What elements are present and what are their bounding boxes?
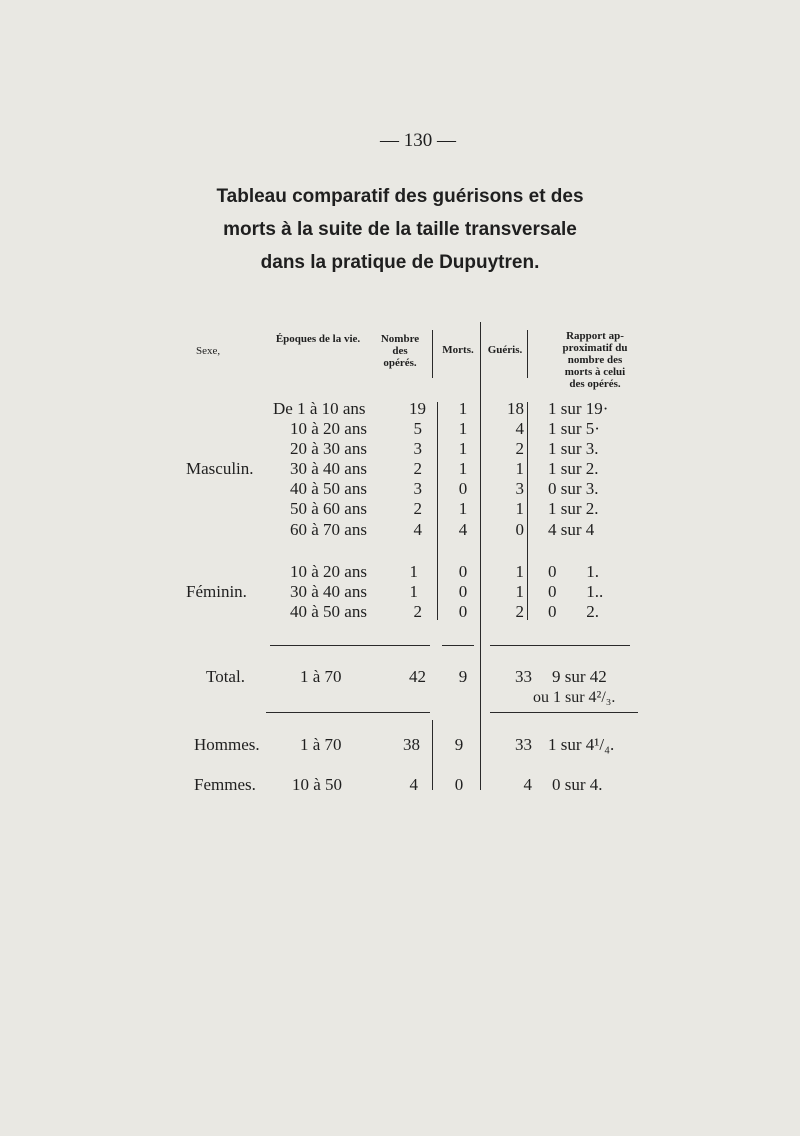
page-number: — 130 — [380, 130, 456, 151]
rule-v-5 [527, 402, 528, 620]
rule-v-6 [432, 720, 433, 790]
operes-cell: 2 [413, 459, 422, 478]
rapport-cell: 0 1.. [548, 582, 604, 601]
gueris-cell: 3 [515, 479, 524, 498]
femmes-label: Femmes. [194, 775, 256, 794]
age-cell: De 1 à 10 ans [273, 399, 366, 418]
gueris-cell: 1 [515, 562, 524, 581]
morts-cell: 1 [458, 399, 468, 418]
morts-cell: 0 [458, 582, 468, 601]
header-nombre-1: Nombre [380, 333, 420, 345]
operes-cell: 19 [409, 399, 426, 418]
header-rapport-2: proximatif du [562, 342, 628, 354]
operes-cell: 1 [409, 582, 418, 601]
gueris-cell: 1 [515, 582, 524, 601]
rapport-cell: 9 sur 42 [552, 667, 607, 686]
header-nombre-3: opérés. [383, 357, 417, 369]
age-cell: 10 à 20 ans [290, 419, 367, 438]
header-sexe: Sexe, [196, 345, 221, 357]
total-label: Total. [206, 667, 245, 686]
age-cell: 40 à 50 ans [290, 479, 367, 498]
header-morts: Morts. [442, 344, 474, 356]
rule-v-2 [480, 322, 481, 727]
header-nombre-2: des [392, 345, 408, 357]
rule-v-3 [527, 330, 528, 378]
header-rapport [540, 330, 650, 390]
gueris-cell: 0 [515, 520, 524, 539]
age-cell: 1 à 70 [300, 667, 342, 686]
morts-cell: 0 [454, 775, 464, 794]
header-rapport-3: nombre des [567, 354, 623, 366]
rule-h-total-1 [270, 645, 430, 646]
rapport-cell: 1 sur 19· [548, 399, 609, 418]
morts-cell: 4 [458, 520, 468, 539]
operes-cell: 4 [409, 775, 418, 794]
age-cell: 40 à 50 ans [290, 602, 367, 621]
table-title [0, 180, 800, 279]
morts-cell: 0 [458, 602, 468, 621]
gueris-cell: 4 [523, 775, 532, 794]
morts-cell: 1 [458, 459, 468, 478]
rapport-cell: 1 sur 4¹/₄. [548, 735, 615, 754]
rapport-cell: 0 sur 4. [552, 775, 603, 794]
age-cell: 1 à 70 [300, 735, 342, 754]
gueris-cell: 1 [515, 499, 524, 518]
morts-cell: 1 [458, 439, 468, 458]
rapport-cell: 1 sur 3. [548, 439, 599, 458]
label-feminin: Féminin. [186, 582, 247, 601]
operes-cell: 2 [413, 499, 422, 518]
morts-cell: 1 [458, 499, 468, 518]
rule-h-total-4 [266, 712, 430, 713]
morts-cell: 9 [458, 667, 468, 686]
header-gueris: Guéris. [487, 344, 523, 356]
rapport-cell: 0 sur 3. [548, 479, 599, 498]
gueris-cell: 2 [515, 602, 524, 621]
operes-cell: 3 [413, 479, 422, 498]
operes-cell: 3 [413, 439, 422, 458]
age-cell: 60 à 70 ans [290, 520, 367, 539]
morts-cell: 1 [458, 419, 468, 438]
age-cell: 20 à 30 ans [290, 439, 367, 458]
title-line-1: Tableau comparatif des guérisons et des [216, 186, 584, 207]
header-nombre [370, 333, 430, 369]
gueris-cell: 18 [507, 399, 524, 418]
morts-cell: 0 [458, 562, 468, 581]
operes-cell: 38 [403, 735, 420, 754]
operes-cell: 1 [409, 562, 418, 581]
hommes-label: Hommes. [194, 735, 260, 754]
gueris-cell: 4 [515, 419, 524, 438]
rapport-cell: 0 2. [548, 602, 599, 621]
rapport-cell: 1 sur 2. [548, 499, 599, 518]
rapport-cell: 1 sur 5· [548, 419, 600, 438]
header-rapport-5: des opérés. [569, 378, 621, 390]
age-cell: 30 à 40 ans [290, 582, 367, 601]
title-line-3: dans la pratique de Dupuytren. [260, 252, 540, 273]
gueris-cell: 33 [515, 735, 532, 754]
rule-v-7 [480, 720, 481, 790]
rule-v-1 [432, 330, 433, 378]
gueris-cell: 33 [515, 667, 532, 686]
age-cell: 50 à 60 ans [290, 499, 367, 518]
operes-cell: 42 [409, 667, 426, 686]
gueris-cell: 1 [515, 459, 524, 478]
rule-v-4 [437, 402, 438, 620]
title-line-2: morts à la suite de la taille transversale [223, 219, 577, 240]
age-cell: 10 à 50 [292, 775, 343, 794]
label-masculin: Masculin. [186, 459, 254, 478]
rapport-cell: 4 sur 4 [548, 520, 595, 539]
rule-h-total-5 [490, 712, 638, 713]
rapport-cell-alt: ou 1 sur 4²/₃. [533, 689, 616, 706]
morts-cell: 0 [458, 479, 468, 498]
header-epoques: Époques de la vie. [275, 333, 361, 345]
age-cell: 30 à 40 ans [290, 459, 367, 478]
gueris-cell: 2 [515, 439, 524, 458]
rule-h-total-3 [490, 645, 630, 646]
operes-cell: 4 [413, 520, 422, 539]
age-cell: 10 à 20 ans [290, 562, 367, 581]
header-rapport-1: Rapport ap- [566, 330, 624, 342]
rule-h-total-2 [442, 645, 474, 646]
rapport-cell: 0 1. [548, 562, 599, 581]
header-rapport-4: morts à celui [564, 366, 626, 378]
operes-cell: 2 [413, 602, 422, 621]
morts-cell: 9 [454, 735, 464, 754]
operes-cell: 5 [413, 419, 422, 438]
rapport-cell: 1 sur 2. [548, 459, 599, 478]
